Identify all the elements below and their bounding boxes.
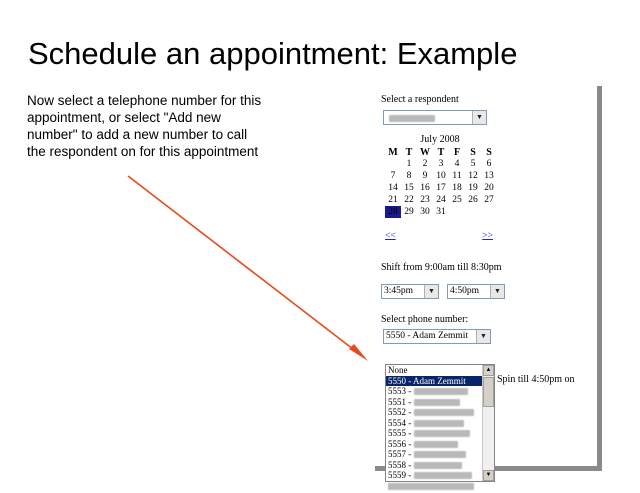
- calendar-day[interactable]: 14: [388, 183, 398, 193]
- calendar-weekday: F: [453, 146, 461, 158]
- scroll-up-icon[interactable]: ▲: [483, 365, 494, 376]
- list-item[interactable]: [386, 449, 494, 460]
- redacted-name: [414, 409, 474, 416]
- redacted-name: [414, 472, 472, 479]
- calendar-weekday: W: [420, 146, 430, 158]
- calendar-day[interactable]: 26: [468, 195, 478, 205]
- respondent-select[interactable]: [383, 110, 487, 125]
- list-item[interactable]: [386, 439, 494, 450]
- calendar-day[interactable]: [385, 158, 401, 170]
- shift-hours-label: Shift from 9:00am till 8:30pm: [381, 262, 502, 273]
- list-item[interactable]: [386, 428, 494, 439]
- calendar-next-link[interactable]: >>: [482, 231, 493, 241]
- redacted-name: [414, 451, 466, 458]
- calendar-week-row: [385, 158, 497, 170]
- list-item[interactable]: [386, 418, 494, 429]
- list-item-label: 5556 -: [388, 438, 412, 449]
- calendar-day[interactable]: 12: [468, 171, 478, 181]
- calendar-weekday: T: [405, 146, 413, 158]
- calendar-day-selected[interactable]: 28: [385, 206, 401, 218]
- calendar-day[interactable]: 11: [452, 171, 462, 181]
- calendar-day[interactable]: 25: [452, 195, 462, 205]
- respondent-label: Select a respondent: [381, 94, 459, 105]
- calendar-prev-link[interactable]: <<: [385, 231, 396, 241]
- calendar-day[interactable]: 29: [404, 207, 414, 217]
- calendar-day[interactable]: 19: [468, 183, 478, 193]
- calendar-weekday: T: [437, 146, 445, 158]
- list-item[interactable]: None: [388, 365, 408, 375]
- calendar-day[interactable]: 18: [452, 183, 462, 193]
- spin-note: Spin till 4:50pm on: [497, 374, 575, 385]
- chevron-down-icon: ▼: [476, 330, 490, 343]
- time-from-value: 3:45pm: [384, 286, 414, 296]
- calendar-weekday: M: [388, 146, 398, 158]
- calendar-day[interactable]: 3: [438, 159, 444, 169]
- scrollbar-thumb[interactable]: [483, 377, 494, 407]
- calendar-week-row: [385, 194, 497, 206]
- chevron-down-icon: ▼: [490, 285, 504, 298]
- list-item[interactable]: [386, 407, 494, 418]
- time-to-select[interactable]: [447, 284, 505, 299]
- time-to-value: 4:50pm: [450, 286, 480, 296]
- list-item-label: 5559 -: [388, 470, 412, 480]
- calendar-day[interactable]: [449, 206, 465, 218]
- calendar-day[interactable]: 24: [436, 195, 446, 205]
- calendar-day[interactable]: 2: [422, 159, 428, 169]
- redacted-name: [414, 441, 458, 448]
- callout-text: Now select a telephone number for this appointment, or select "Add new number" to add a new number to call the respondent on for this appointment: [27, 93, 262, 159]
- calendar-day[interactable]: 7: [390, 171, 396, 181]
- phone-number-select[interactable]: [383, 329, 491, 344]
- calendar-week-row: [385, 182, 497, 194]
- calendar-day[interactable]: 22: [404, 195, 414, 205]
- list-item[interactable]: [386, 460, 494, 471]
- chevron-down-icon: ▼: [472, 111, 486, 124]
- scroll-down-icon[interactable]: ▼: [483, 470, 494, 481]
- dropdown-scrollbar[interactable]: [482, 365, 494, 481]
- calendar-day[interactable]: 5: [470, 159, 476, 169]
- calendar-day[interactable]: 23: [420, 195, 430, 205]
- list-item-label: 5553 -: [388, 386, 412, 396]
- list-item-label: 5555 -: [388, 428, 412, 438]
- redacted-name: [414, 399, 460, 406]
- respondent-select-value: [389, 115, 435, 122]
- phone-number-dropdown-list[interactable]: [385, 364, 495, 482]
- calendar-day[interactable]: 6: [486, 159, 492, 169]
- calendar-day[interactable]: [465, 206, 481, 218]
- calendar-day[interactable]: [481, 206, 497, 218]
- calendar-day[interactable]: 8: [406, 171, 412, 181]
- time-from-select[interactable]: [381, 284, 439, 299]
- calendar-week-row: [385, 170, 497, 182]
- list-item-label: 5558 -: [388, 459, 412, 470]
- calendar-grid[interactable]: [385, 146, 497, 218]
- phone-number-value: 5550 - Adam Zemmit: [386, 331, 469, 341]
- calendar-day[interactable]: 20: [484, 183, 494, 193]
- calendar-day[interactable]: 17: [436, 183, 446, 193]
- redacted-name: [414, 430, 470, 437]
- redacted-name: [414, 420, 464, 427]
- redacted-name: [414, 388, 468, 395]
- calendar-day[interactable]: 4: [454, 159, 460, 169]
- calendar-day[interactable]: 31: [436, 207, 446, 217]
- list-item[interactable]: [386, 397, 494, 408]
- calendar-header-row: [385, 146, 497, 158]
- calendar-month-label: July 2008: [420, 134, 460, 145]
- phone-number-label: Select phone number:: [381, 314, 469, 325]
- calendar-day[interactable]: 9: [422, 171, 428, 181]
- calendar-weekday: S: [470, 146, 476, 158]
- list-item-label: 5557 -: [388, 449, 412, 459]
- calendar-day[interactable]: 27: [484, 195, 494, 205]
- list-item-label: 5554 -: [388, 417, 412, 428]
- list-item[interactable]: [386, 386, 494, 397]
- calendar-day[interactable]: 1: [406, 159, 412, 169]
- calendar-day[interactable]: 15: [404, 183, 414, 193]
- calendar-day[interactable]: 16: [420, 183, 430, 193]
- list-item-selected[interactable]: 5550 - Adam Zemmit: [386, 376, 494, 387]
- add-number-label: [388, 483, 474, 490]
- calendar-day[interactable]: 30: [420, 207, 430, 217]
- list-item-label: 5551 -: [388, 396, 412, 407]
- list-item-add-number[interactable]: [386, 481, 494, 492]
- list-item-label: 5552 -: [388, 407, 412, 417]
- list-item[interactable]: [386, 470, 494, 481]
- chevron-down-icon: ▼: [424, 285, 438, 298]
- calendar-week-row: [385, 206, 497, 218]
- calendar-weekday: S: [486, 146, 492, 158]
- redacted-name: [414, 462, 462, 469]
- calendar-day[interactable]: 10: [436, 171, 446, 181]
- app-screenshot-panel: [375, 86, 602, 480]
- page-title: Schedule an appointment: Example: [28, 36, 518, 71]
- calendar: [385, 134, 495, 218]
- calendar-day[interactable]: 13: [484, 171, 494, 181]
- calendar-day[interactable]: 21: [388, 195, 398, 205]
